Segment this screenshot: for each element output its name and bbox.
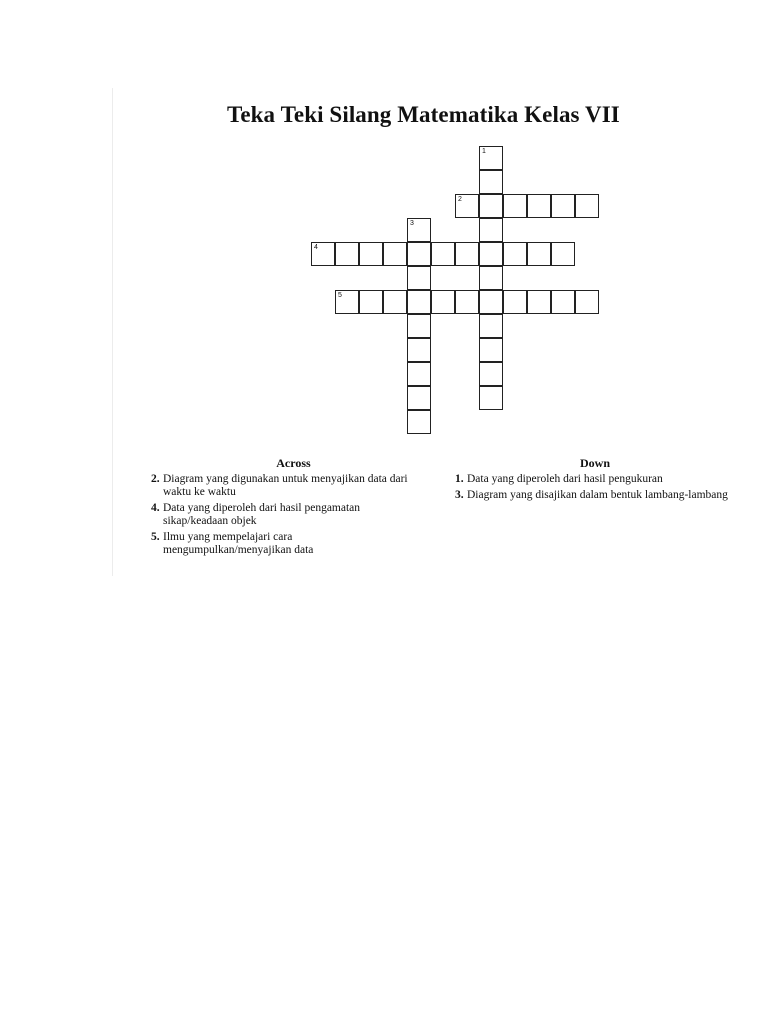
across-clue-5 [151, 531, 421, 557]
crossword-cell[interactable] [479, 242, 503, 266]
crossword-cell[interactable] [407, 266, 431, 290]
crossword-cell[interactable] [407, 314, 431, 338]
clue-text: Diagram yang disajikan dalam bentuk lambang-lambang [467, 489, 728, 501]
crossword-cell[interactable] [479, 194, 503, 218]
crossword-cell[interactable] [527, 194, 551, 218]
crossword-cell[interactable] [359, 242, 383, 266]
clue-text: Ilmu yang mempelajari cara mengumpulkan/menyajikan data [163, 531, 314, 556]
cell-number: 1 [482, 148, 486, 155]
down-clue-3 [455, 489, 735, 502]
cell-number: 4 [314, 244, 318, 251]
down-clues [455, 457, 735, 505]
crossword-cell[interactable] [407, 410, 431, 434]
crossword-cell[interactable] [479, 386, 503, 410]
crossword-cell[interactable] [479, 314, 503, 338]
across-clue-4 [151, 502, 421, 528]
crossword-cell[interactable] [479, 338, 503, 362]
clue-number: 4. [151, 502, 160, 514]
crossword-cell[interactable] [407, 218, 431, 242]
clue-number: 5. [151, 531, 160, 543]
crossword-cell[interactable] [407, 338, 431, 362]
crossword-cell[interactable] [431, 242, 455, 266]
cell-number: 2 [458, 196, 462, 203]
across-clues [151, 457, 421, 560]
clue-number: 3. [455, 489, 464, 501]
cell-number: 3 [410, 220, 414, 227]
clue-number: 2. [151, 473, 160, 485]
crossword-cell[interactable] [551, 194, 575, 218]
crossword-cell[interactable] [407, 362, 431, 386]
crossword-cell[interactable] [455, 290, 479, 314]
crossword-cell[interactable] [311, 242, 335, 266]
crossword-cell[interactable] [335, 242, 359, 266]
down-clue-1 [455, 473, 735, 486]
crossword-cell[interactable] [335, 290, 359, 314]
crossword-cell[interactable] [527, 290, 551, 314]
clue-text: Data yang diperoleh dari hasil pengukuran [467, 473, 663, 485]
crossword-cell[interactable] [551, 290, 575, 314]
crossword-cell[interactable] [383, 242, 407, 266]
crossword-cell[interactable] [503, 242, 527, 266]
crossword-cell[interactable] [455, 242, 479, 266]
crossword-cell[interactable] [383, 290, 407, 314]
clue-text: Data yang diperoleh dari hasil pengamatan sikap/keadaan objek [163, 502, 361, 527]
across-heading: Across [276, 456, 311, 470]
crossword-cell[interactable] [407, 386, 431, 410]
crossword-cell[interactable] [503, 290, 527, 314]
crossword-cell[interactable] [479, 218, 503, 242]
crossword-cell[interactable] [575, 290, 599, 314]
crossword-cell[interactable] [479, 146, 503, 170]
clue-text: Diagram yang digunakan untuk menyajikan data dari waktu ke waktu [163, 473, 408, 498]
crossword-cell[interactable] [479, 266, 503, 290]
crossword-cell[interactable] [455, 194, 479, 218]
page-title: Teka Teki Silang Matematika Kelas VII [227, 102, 620, 127]
crossword-cell[interactable] [359, 290, 383, 314]
crossword-cell[interactable] [479, 290, 503, 314]
clue-number: 1. [455, 473, 464, 485]
crossword-cell[interactable] [431, 290, 455, 314]
crossword-cell[interactable] [407, 242, 431, 266]
crossword-cell[interactable] [407, 290, 431, 314]
crossword-cell[interactable] [575, 194, 599, 218]
across-clue-2 [151, 473, 421, 499]
crossword-cell[interactable] [479, 170, 503, 194]
cell-number: 5 [338, 292, 342, 299]
crossword-cell[interactable] [503, 194, 527, 218]
crossword-cell[interactable] [479, 362, 503, 386]
down-heading: Down [579, 456, 610, 470]
crossword-cell[interactable] [527, 242, 551, 266]
crossword-cell[interactable] [551, 242, 575, 266]
